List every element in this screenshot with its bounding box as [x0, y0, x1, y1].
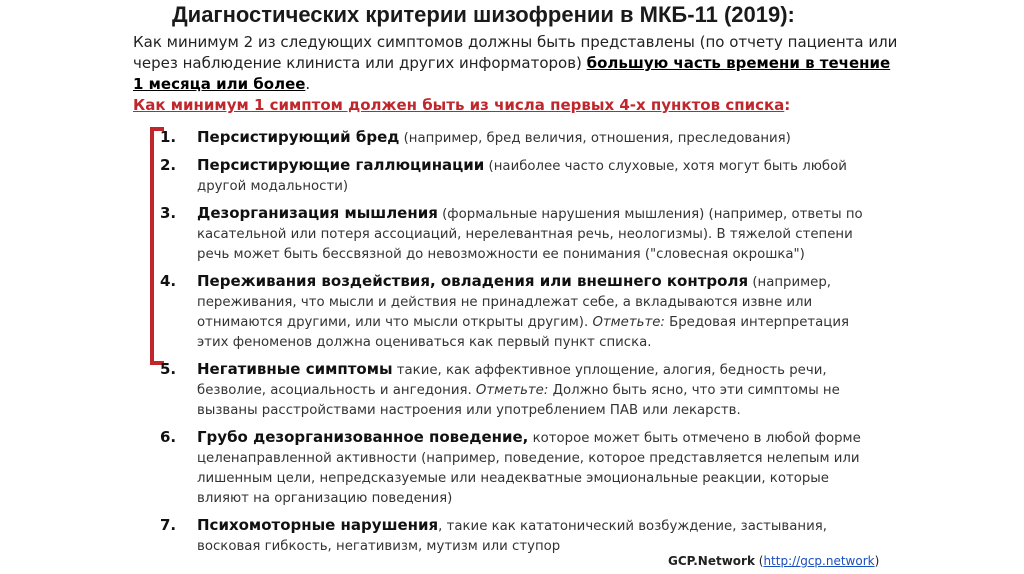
criterion-note: Должно быть ясно, что эти симптомы не вызваны расстройствами настроения или употреблением ПАВ или лекарств. — [197, 383, 840, 418]
requirement-colon: : — [784, 96, 791, 114]
criterion-number: 3. — [160, 204, 177, 222]
intro-duration-emphasis: большую часть времени в течение 1 месяца или более — [133, 54, 891, 93]
criterion-number: 1. — [160, 128, 177, 146]
source-credit — [668, 554, 879, 568]
criterion-description: (формальные нарушения мышления) (например, ответы по касательной или потеря ассоциаций, нерелевантная речь, неологизмы). В тяжелой степени речь может быть бессвязной до невозможности ее понимания ("словесная окрошка") — [197, 207, 863, 262]
criterion-description: такие, как аффективное уплощение, алогия, бедность речи, безволие, асоциальность и ангедония. — [197, 363, 827, 398]
criterion-5 — [160, 359, 880, 421]
criterion-name: Грубо дезорганизованное поведение, — [197, 428, 529, 446]
criterion-7 — [160, 515, 880, 557]
intro-text: Как минимум 2 из следующих симптомов должны быть представлены (по отчету пациента или через наблюдение клиниста или других информаторов) — [133, 33, 898, 72]
intro-period: . — [305, 75, 311, 93]
criterion-2 — [160, 155, 880, 197]
criterion-number: 7. — [160, 516, 177, 534]
requirement-text — [133, 96, 790, 114]
intro-paragraph — [133, 32, 903, 116]
criterion-number: 4. — [160, 272, 177, 290]
criterion-6 — [160, 427, 880, 509]
requirement-main: Как минимум 1 симптом должен быть из числа первых 4-х пунктов списка — [133, 96, 785, 114]
criterion-description: , такие как кататонический возбуждение, застывания, восковая гибкость, негативизм, мутизм или ступор — [197, 519, 827, 554]
criterion-name: Персистирующие галлюцинации — [197, 156, 485, 174]
criterion-1 — [160, 127, 880, 149]
criterion-description: которое может быть отмечено в любой форме целенаправленной активности (например, поведение, которое представляется нелепым или лишенным цели, непредсказуемые или неадекватные эмоциональные реакции, которые влияют на организацию поведения) — [197, 431, 861, 506]
source-close-paren: ) — [874, 554, 880, 568]
criterion-number: 6. — [160, 428, 177, 446]
page-title: Диагностических критерии шизофрении в МКБ-11 (2019): — [172, 2, 795, 27]
criteria-list — [160, 127, 880, 563]
criterion-description: (например, бред величия, отношения, преследования) — [399, 131, 791, 146]
criterion-description: (например, переживания, что мысли и действия не принадлежат себе, а вкладываются извне или отнимаются другими, или что мысли открыты другим). — [197, 275, 832, 330]
criterion-3 — [160, 203, 880, 265]
criterion-name: Психомоторные нарушения — [197, 516, 439, 534]
criterion-note: Бредовая интерпретация этих феноменов должна оцениваться как первый пункт списка. — [197, 315, 849, 350]
criterion-name: Негативные симптомы — [197, 360, 393, 378]
criterion-4 — [160, 271, 880, 353]
criterion-note-label: Отметьте: — [475, 383, 549, 398]
criterion-name: Дезорганизация мышления — [197, 204, 438, 222]
criterion-number: 2. — [160, 156, 177, 174]
criterion-name: Переживания воздействия, овладения или внешнего контроля — [197, 272, 749, 290]
source-open-paren: ( — [754, 554, 764, 568]
source-brand: GCP.Network — [668, 554, 755, 568]
criterion-name: Персистирующий бред — [197, 128, 400, 146]
criterion-description: (наиболее часто слуховые, хотя могут быть любой другой модальности) — [197, 159, 847, 194]
source-link[interactable]: http://gcp.network — [763, 554, 875, 568]
criterion-number: 5. — [160, 360, 177, 378]
criterion-note-label: Отметьте: — [592, 315, 665, 330]
